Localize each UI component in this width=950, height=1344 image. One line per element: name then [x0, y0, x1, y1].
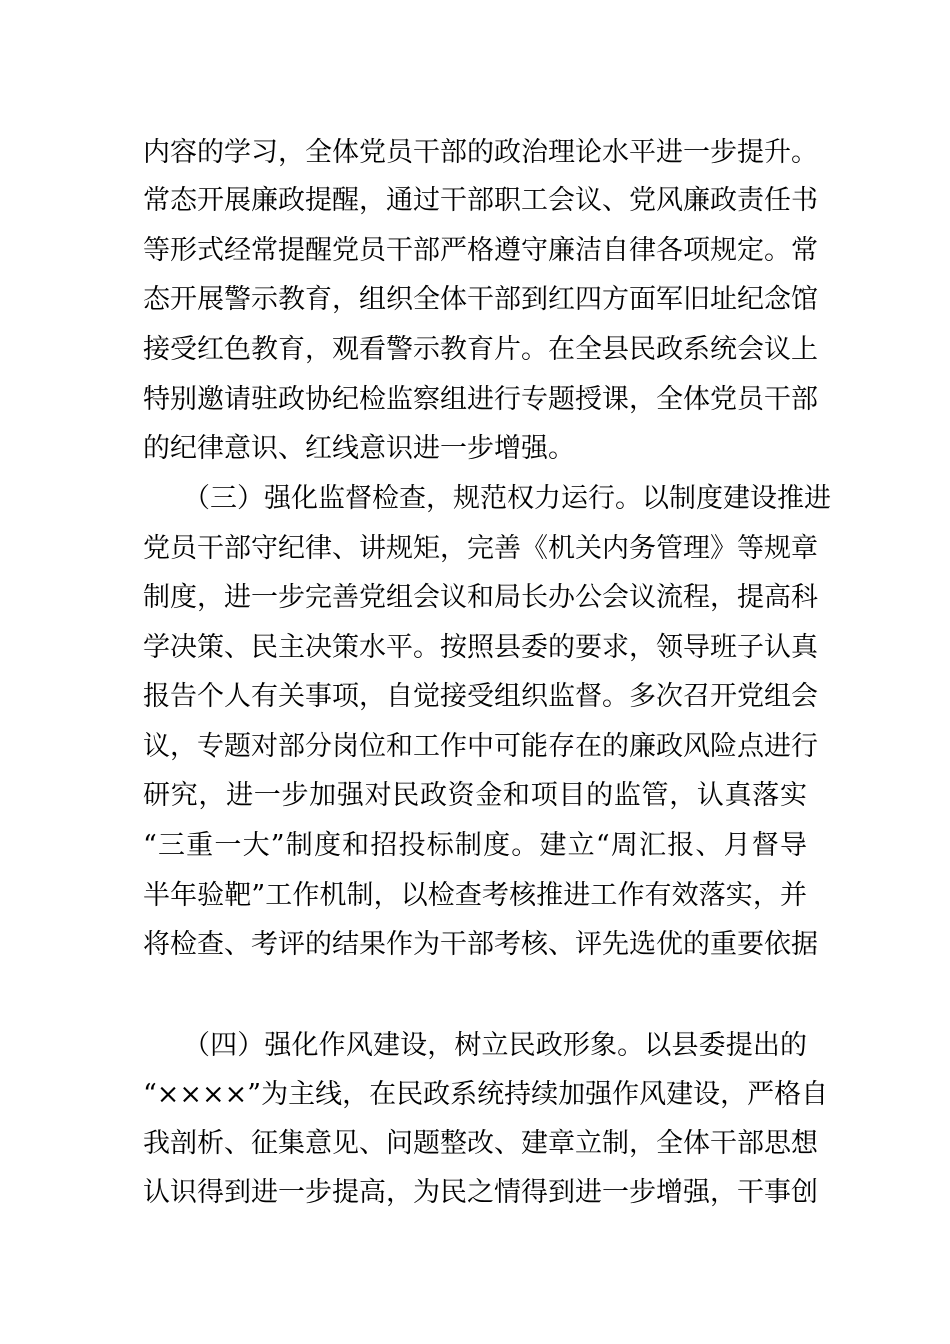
- text-line: 特别邀请驻政协纪检监察组进行专题授课，全体党员干部: [143, 384, 818, 415]
- text-line: “三重一大”制度和招投标制度。建立“周汇报、月督导: [143, 830, 807, 861]
- text-line: 将检查、考评的结果作为干部考核、评先选优的重要依据: [143, 929, 818, 960]
- text-line: 制度，进一步完善党组会议和局长办公会议流程，提高科: [143, 582, 818, 613]
- text-line: 报告个人有关事项，自觉接受组织监督。多次召开党组会: [143, 681, 818, 712]
- text-line: 学决策、民主决策水平。按照县委的要求，领导班子认真: [143, 632, 818, 663]
- text-line: 议，专题对部分岗位和工作中可能存在的廉政风险点进行: [143, 731, 818, 762]
- text-line: 常态开展廉政提醒，通过干部职工会议、党风廉政责任书: [143, 185, 818, 216]
- text-line: 党员干部守纪律、讲规矩，完善《机关内务管理》等规章: [143, 533, 818, 564]
- text-line: 认识得到进一步提高，为民之情得到进一步增强，干事创: [143, 1177, 818, 1208]
- text-line: “××××”为主线，在民政系统持续加强作风建设，严格自: [143, 1079, 829, 1110]
- text-line: 内容的学习，全体党员干部的政治理论水平进一步提升。: [143, 137, 818, 168]
- text-line: 的纪律意识、红线意识进一步增强。: [143, 433, 575, 464]
- text-line: 我剖析、征集意见、问题整改、建章立制，全体干部思想: [143, 1128, 818, 1159]
- section-heading-line: （四）强化作风建设，树立民政形象。以县委提出的: [183, 1030, 807, 1061]
- section-heading-line: （三）强化监督检查，规范权力运行。以制度建设推进: [183, 483, 831, 514]
- text-line: 接受红色教育，观看警示教育片。在全县民政系统会议上: [143, 334, 818, 365]
- text-line: 态开展警示教育，组织全体干部到红四方面军旧址纪念馆: [143, 284, 818, 315]
- text-line: 研究，进一步加强对民政资金和项目的监管，认真落实: [143, 780, 807, 811]
- text-line: 半年验靶”工作机制，以检查考核推进工作有效落实，并: [143, 880, 807, 911]
- text-line: 等形式经常提醒党员干部严格遵守廉洁自律各项规定。常: [143, 235, 818, 266]
